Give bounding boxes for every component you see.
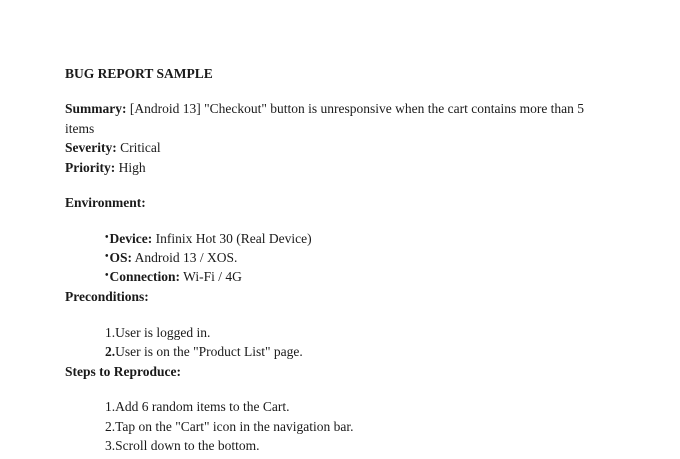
severity-value: Critical <box>120 140 161 155</box>
document-title: BUG REPORT SAMPLE <box>65 66 213 81</box>
summary-label: Summary: <box>65 101 127 116</box>
preconditions-heading: Preconditions: <box>65 289 149 304</box>
priority-label: Priority: <box>65 160 116 175</box>
step-item: 1.Add 6 random items to the Cart. <box>105 399 290 414</box>
summary-continuation: items <box>65 121 95 136</box>
environment-heading: Environment: <box>65 195 146 210</box>
step-item: 2.Tap on the "Cart" icon in the navigation bar. <box>105 419 354 434</box>
summary-line <box>65 100 584 118</box>
severity-label: Severity: <box>65 140 117 155</box>
priority-value: High <box>118 160 146 175</box>
precondition-item: 1.User is logged in. <box>105 325 211 340</box>
environment-item-device: •Device: Infinix Hot 30 (Real Device) <box>105 231 312 246</box>
steps-heading: Steps to Reproduce: <box>65 364 181 379</box>
precondition-item: 2.User is on the "Product List" page. <box>105 344 303 359</box>
bullet-icon: • <box>105 270 109 281</box>
bullet-icon: • <box>105 251 109 262</box>
environment-item-os: •OS: Android 13 / XOS. <box>105 250 238 265</box>
step-item: 3.Scroll down to the bottom. <box>105 438 260 453</box>
summary-text: [Android 13] "Checkout" button is unresponsive when the cart contains more than 5 <box>129 101 585 116</box>
bullet-icon: • <box>105 232 109 243</box>
priority-line <box>65 159 146 177</box>
severity-line <box>65 139 161 157</box>
environment-item-connection: •Connection: Wi-Fi / 4G <box>105 269 242 284</box>
